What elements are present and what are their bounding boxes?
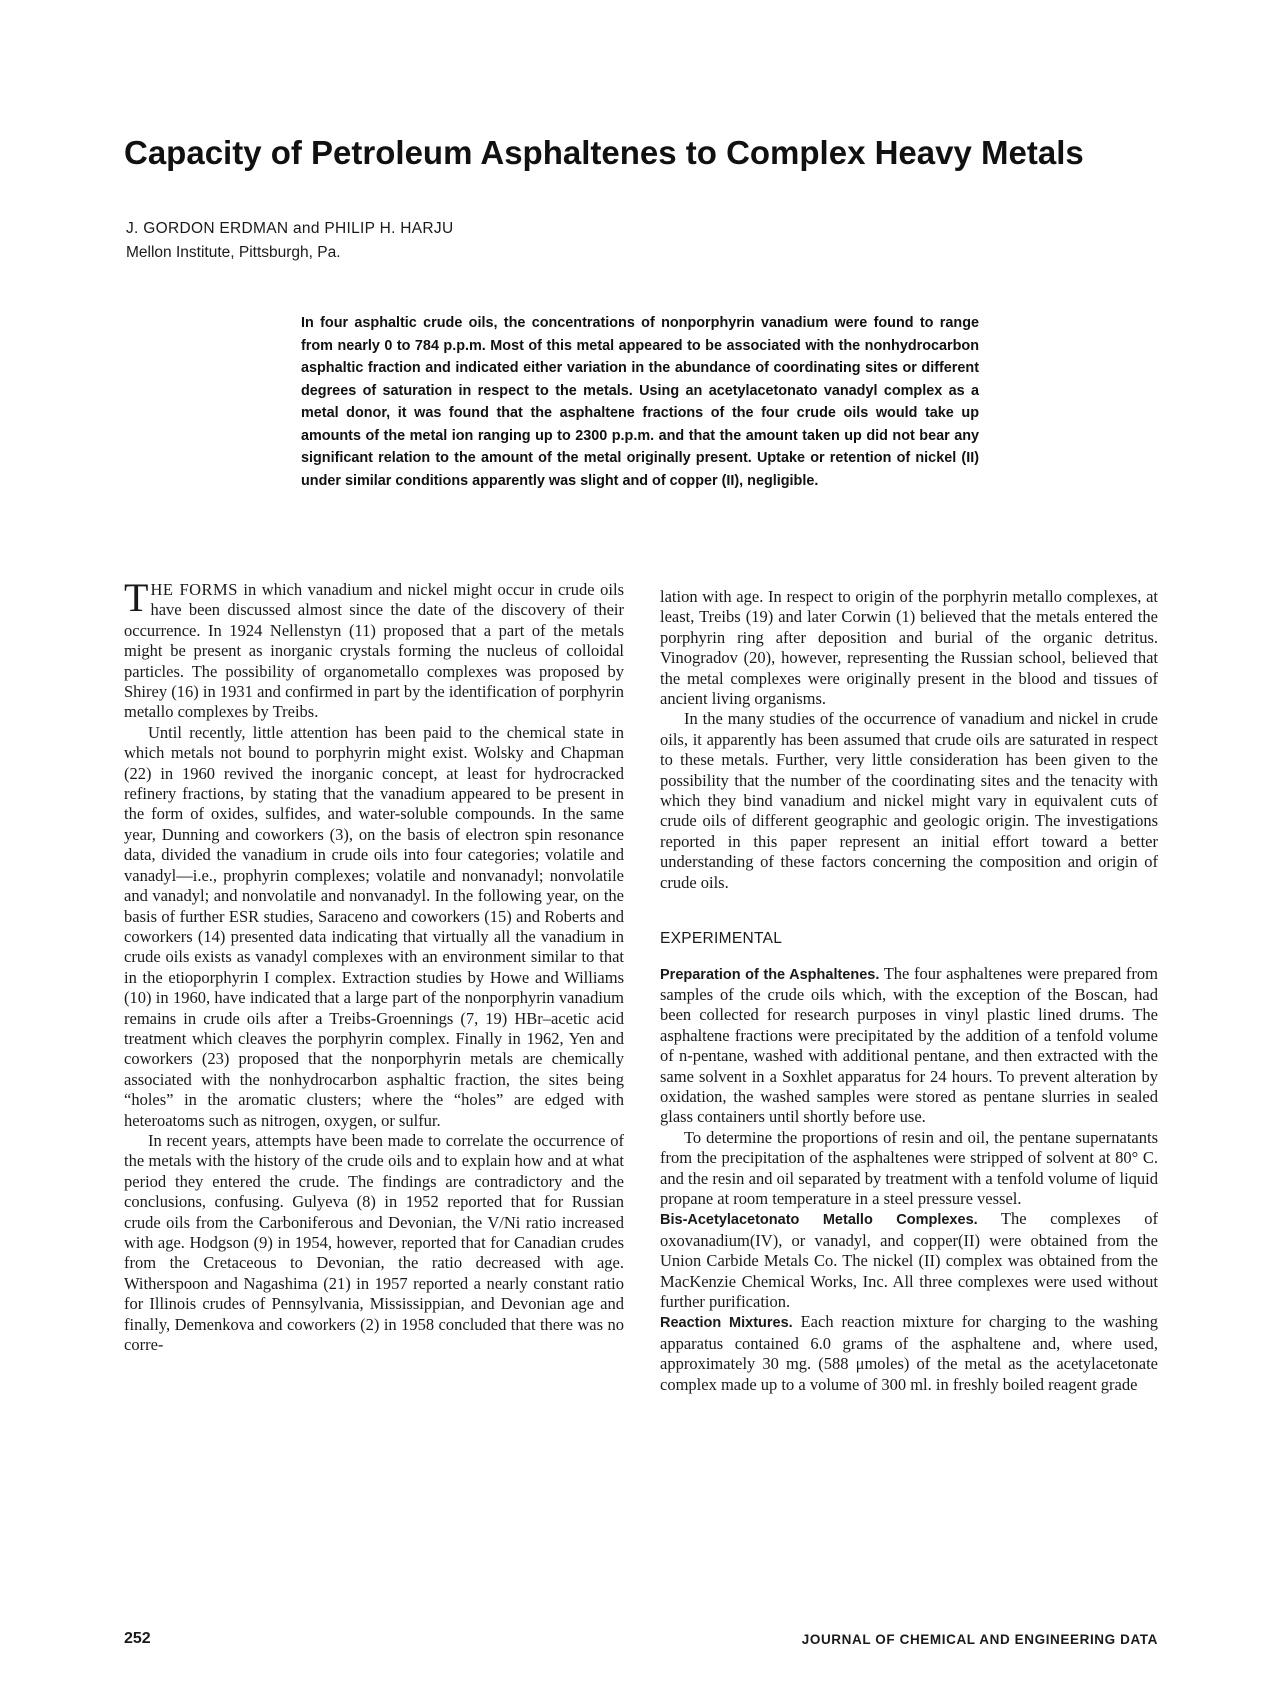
intro-paragraph-1 bbox=[124, 575, 624, 723]
body-column-left bbox=[124, 575, 624, 1355]
intro-paragraph-4: lation with age. In respect to origin of the porphyrin metallo complexes, at least, Treibs (19) and later Corwin (1) believed that the metals entered the porphyrin ring after deposition and burial of the organic detritus. Vinogradov (20), however, representing the Russian school, believed that the metal complexes were originally present in the blood and tissues of ancient living organisms. bbox=[660, 587, 1158, 709]
author-names: J. GORDON ERDMAN and PHILIP H. HARJU bbox=[126, 220, 454, 237]
article-title: Capacity of Petroleum Asphaltenes to Complex Heavy Metals bbox=[124, 134, 1084, 171]
intro-paragraph-1-text: in which vanadium and nickel might occur in crude oils have been discussed almost since the date of the discovery of their occurrence. In 1924 Nellenstyn (11) proposed that a part of the metals might be present as inorganic crystals forming the nucleus of colloidal particles. The possibility of organometallo complexes was proposed by Shirey (16) in 1931 and confirmed in part by the identification of porphyrin metallo complexes by Treibs. bbox=[124, 580, 624, 722]
paragraph-preparation-text: The four asphaltenes were prepared from samples of the crude oils which, with the exception of the Boscan, had been collected for research purposes in vinyl plastic lined drums. The asphaltene fractions were precipitated by the addition of a tenfold volume of n-pentane, washed with additional pentane, and then extracted with the same solvent in a Soxhlet apparatus for 24 hours. To prevent alteration by oxidation, the washed samples were stored as pentane slurries in sealed glass containers until shortly before use. bbox=[660, 963, 1158, 1127]
intro-paragraph-2: Until recently, little attention has been paid to the chemical state in which metals not bound to porphyrin might exist. Wolsky and Chapman (22) in 1960 revived the inorganic concept, at least for hydrocracked refinery fractions, by stating that the vanadium appeared to be present in the form of oxides, sulfides, and water-soluble compounds. In the same year, Dunning and coworkers (3), on the basis of electron spin resonance data, divided the vanadium in crude oils into four categories; volatile and vanadyl—i.e., prophyrin complexes; volatile and nonvanadyl; nonvolatile and vanadyl; and nonvolatile and nonvanadyl. In the following year, on the basis of further ESR studies, Saraceno and coworkers (15) and Roberts and coworkers (14) presented data indicating that virtually all the vanadium in crude oils exists as vanadyl complexes with an environment similar to that in the etioporphyrin I complex. Extraction studies by Howe and Williams (10) in 1960, have indicated that a large part of the nonporphyrin vanadium remains in crude oils after a Treibs-Groennings (7, 19) HBr–acetic acid treatment which cleaves the porphyrin complex. Finally in 1962, Yen and coworkers (23) proposed that the nonporphyrin metals are chemically associated with the nonhydrocarbon asphaltic fraction, the sites being “holes” in the aromatic clusters; where the “holes” are edged with heteroatoms such as nitrogen, oxygen, or sulfur. bbox=[124, 722, 624, 1130]
paragraph-complexes bbox=[660, 1209, 1158, 1312]
run-in-heading-reaction-mixtures: Reaction Mixtures. bbox=[660, 1315, 793, 1332]
paragraph-resin-oil: To determine the proportions of resin and oil, the pentane supernatants from the precipitation of the asphaltenes were stripped of solvent at 80° C. and the resin and oil separated by treatment with a tenfold volume of liquid propane at room temperature in a steel pressure vessel. bbox=[660, 1127, 1158, 1208]
run-in-heading-preparation: Preparation of the Asphaltenes. bbox=[660, 966, 880, 983]
paragraph-preparation bbox=[660, 964, 1158, 1128]
run-in-heading-complexes: Bis-Acetylacetonato Metallo Complexes. bbox=[660, 1212, 978, 1229]
paragraph-reaction-mixtures bbox=[660, 1312, 1158, 1395]
section-heading-experimental: EXPERIMENTAL bbox=[660, 930, 783, 948]
abstract: In four asphaltic crude oils, the concentrations of nonporphyrin vanadium were found to range from nearly 0 to 784 p.p.m. Most of this metal appeared to be associated with the nonhydrocarbon asphaltic fraction and indicated either variation in the abundance of coordinating sites or different degrees of saturation in respect to the metals. Using an acetylacetonato vanadyl complex as a metal donor, it was found that the asphaltene fractions of the four crude oils would take up amounts of the metal ion ranging up to 2300 p.p.m. and that the amount taken up did not bear any significant relation to the amount of the metal originally present. Uptake or retention of nickel (II) under similar conditions apparently was slight and of copper (II), negligible. bbox=[301, 315, 979, 489]
intro-paragraph-3: In recent years, attempts have been made to correlate the occurrence of the metals with the history of the crude oils and to explain how and at what period they entered the crude. The findings are contradictory and the conclusions, confusing. Gulyeva (8) in 1952 reported that for Russian crude oils from the Carboniferous and Devonian, the V/Ni ratio increased with age. Hodgson (9) in 1954, however, reported that for Canadian crudes from the Cretaceous to Devonian, the ratio decreased with age. Witherspoon and Nagashima (21) in 1957 reported a nearly constant ratio for Illinois crudes of Pennsylvania, Mississippian, and Devonian age and finally, Demenkova and coworkers (2) in 1958 concluded that there was no corre- bbox=[124, 1130, 624, 1355]
intro-paragraph-5: In the many studies of the occurrence of vanadium and nickel in crude oils, it apparently has been assumed that crude oils are saturated in respect to these metals. Further, very little consideration has been given to the possibility that the number of the coordinating sites and the tenacity with which they bind vanadium and nickel might vary in equivalent cuts of crude oils of different geographic and geologic origin. The investigations reported in this paper represent an initial effort toward a better understanding of these factors concerning the composition and origin of crude oils. bbox=[660, 709, 1158, 892]
page-number: 252 bbox=[124, 1630, 151, 1647]
author-affiliation: Mellon Institute, Pittsburgh, Pa. bbox=[126, 244, 341, 261]
paragraph-complexes-text: The complexes of oxovanadium(IV), or vanadyl, and copper(II) were obtained from the Union Carbide Metals Co. The nickel (II) complex was obtained from the MacKenzie Chemical Works, Inc. All three complexes were used without further purification. bbox=[660, 1209, 1158, 1311]
body-column-right bbox=[660, 587, 1158, 1395]
paragraph-reaction-mixtures-text: Each reaction mixture for charging to the washing apparatus contained 6.0 grams of the asphaltene and, where used, approximately 30 mg. (588 μmoles) of the metal as the acetylacetonate complex made up to a volume of 300 ml. in freshly boiled reagent grade bbox=[660, 1312, 1158, 1394]
drop-cap: T bbox=[124, 575, 149, 620]
lead-in-caps: HE FORMS bbox=[150, 580, 238, 599]
journal-name: JOURNAL OF CHEMICAL AND ENGINEERING DATA bbox=[801, 1632, 1158, 1647]
